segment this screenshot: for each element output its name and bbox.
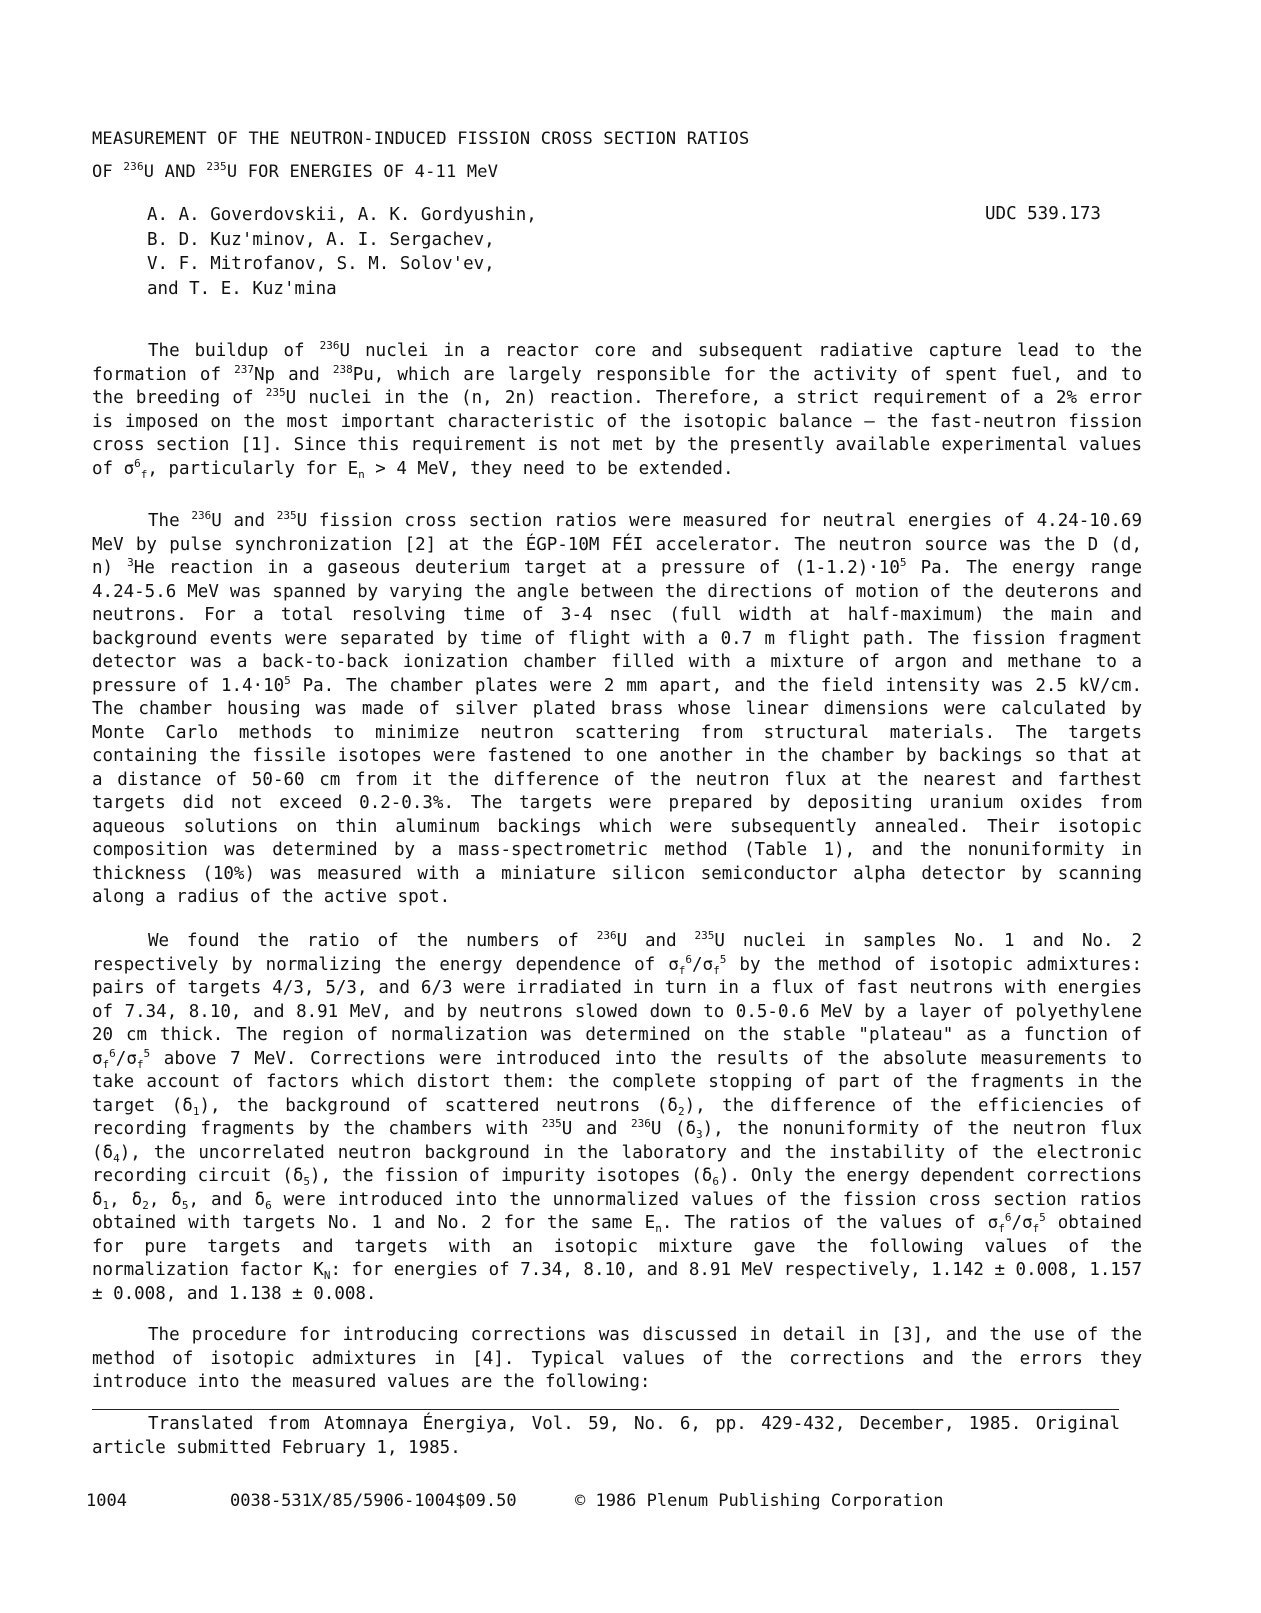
text-run: ). Only the energy dependent corrections δ <box>92 1166 1142 1210</box>
text-run: , particularly for E <box>147 458 359 479</box>
text-run: ), the difference of the efficiencies of recording fragments by the chambers with <box>92 1095 1142 1139</box>
issn-code: 0038-531X/85/5906-1004$09.50 <box>230 1491 517 1511</box>
text-run: : for energies of 7.34, 8.10, and 8.91 MeV respectively, 1.142 ± 0.008, 1.157 ± 0.008, and 1.138 ± 0.008. <box>92 1260 1143 1304</box>
text-run: ), the nonuniformity of the neutron flux (δ <box>92 1119 1142 1163</box>
text-run: ), the background of scattered neutrons (δ <box>199 1095 678 1116</box>
text-run: The buildup of <box>148 341 320 361</box>
text-run: U fission cross section ratios were measured for neutral energies of 4.24-10.69 MeV by pulse synchronization [2] at the ÉGP-10M FÉI accelerator. The neutron source was the D (d, n) <box>92 511 1142 578</box>
superscript: 235 <box>541 1117 562 1130</box>
text-run: ), the fission of impurity isotopes (δ <box>310 1166 713 1186</box>
subscript: f <box>102 1057 110 1071</box>
text-run: He reaction in a gaseous deuterium target at a pressure of (1-1.2)·10 <box>133 558 900 578</box>
text-run: U nuclei in the (n, 2n) reaction. Therefore, a strict requirement of a 2% error is imposed on the most important characteristic of the isotopic balance — the fast-neutron fission cross section [1]. Since this requirement is not met by the presently available experimental values of σ <box>92 388 1142 479</box>
author-line: and T. E. Kuz'mina <box>147 278 337 299</box>
superscript: 235 <box>265 386 286 399</box>
author-line: B. D. Kuz'minov, A. I. Sergachev, <box>147 229 495 250</box>
subscript: f <box>136 1057 144 1071</box>
author-line: A. A. Goverdovskii, A. K. Gordyushin, <box>147 205 537 225</box>
text-run: /σ <box>115 1048 137 1069</box>
text-run: The <box>148 511 192 531</box>
subscript: n <box>358 467 365 481</box>
translation-footnote: Translated from Atomnaya Énergiya, Vol. 59, No. 6, pp. 429-432, December, 1985. Original article submitted February 1, 1985. <box>92 1414 1120 1458</box>
text-run: U and <box>211 511 277 531</box>
text-run: U nuclei in a reactor core and subsequent radiative capture lead to the formation of <box>92 341 1142 385</box>
superscript: 6 <box>685 952 693 966</box>
subscript: f <box>998 1222 1005 1235</box>
isotope-superscript: 235 <box>206 160 227 173</box>
text-run: > 4 MeV, they need to be extended. <box>364 458 734 479</box>
text-run: , and δ <box>188 1189 266 1210</box>
subscript: 6 <box>265 1198 272 1212</box>
text-run: obtained for pure targets and targets with an isotopic mixture gave the following values of the normalization factor K <box>92 1213 1142 1280</box>
text-run: Pa. The energy range 4.24-5.6 MeV was spanned by varying the angle between the directions of motion of the deuterons and neutrons. For a total resolving time of 3-4 nsec (full width at half-maximum) the main and background events were separated by time of flight with a 0.7 m flight path. The fission fragment detector was a back-to-back ionization chamber filled with a mixture of argon and methane to a pressure of 1.4·10 <box>92 558 1142 696</box>
subscript: f <box>678 963 686 977</box>
superscript: 238 <box>332 362 353 376</box>
superscript: 5 <box>719 952 727 966</box>
text-run: U (δ <box>650 1119 696 1139</box>
isotope-superscript: 236 <box>123 160 144 173</box>
subscript: 1 <box>102 1198 110 1212</box>
subscript: 4 <box>113 1151 120 1165</box>
superscript: 5 <box>1039 1211 1046 1224</box>
text-run: , δ <box>148 1189 182 1210</box>
title-text: U AND <box>143 162 207 182</box>
superscript: 3 <box>127 556 134 569</box>
udc-code: UDC 539.173 <box>985 204 1101 224</box>
superscript: 5 <box>284 673 291 687</box>
text-run: We found the ratio of the numbers of <box>148 931 597 951</box>
page-number: 1004 <box>86 1491 127 1511</box>
title-line-1: MEASUREMENT OF THE NEUTRON-INDUCED FISSION CROSS SECTION RATIOS <box>92 129 750 149</box>
footnote-divider <box>92 1409 1119 1410</box>
text-run: U nuclei in samples No. 1 and No. 2 respectively by normalizing the energy dependence of σ <box>92 931 1143 975</box>
subscript: 5 <box>303 1175 310 1188</box>
text-run: . The ratios of the values of σ <box>661 1213 999 1233</box>
superscript: 5 <box>899 556 907 569</box>
subscript: n <box>655 1222 662 1235</box>
superscript: 236 <box>191 509 212 522</box>
subscript: N <box>323 1269 331 1282</box>
author-list <box>147 203 707 301</box>
article-title <box>92 123 1092 189</box>
text-run: were introduced into the unnormalized values of the fission cross section ratios obtained with targets No. 1 and No. 2 for the same E <box>92 1189 1143 1233</box>
text-run: U and <box>561 1119 631 1139</box>
subscript: 3 <box>696 1128 703 1141</box>
author-line: V. F. Mitrofanov, S. M. Solov'ev, <box>147 254 495 274</box>
paragraph-2 <box>92 510 1142 910</box>
subscript: f <box>1032 1222 1040 1235</box>
superscript: 236 <box>596 929 617 942</box>
text-run: ), the uncorrelated neutron background in the laboratory and the instability of the electronic recording circuit (δ <box>92 1142 1142 1186</box>
text-run: /σ <box>692 954 714 975</box>
text-run: /σ <box>1011 1213 1033 1233</box>
paragraph-4: The procedure for introducing corrections was discussed in detail in [3], and the use of the method of isotopic admixtures in [4]. Typical values of the corrections and the errors they introduce into the measured values are the following: <box>92 1325 1142 1392</box>
subscript: 6 <box>712 1175 719 1188</box>
superscript: 6 <box>109 1046 116 1060</box>
title-text: OF <box>92 162 124 182</box>
text-run: U and <box>616 931 695 951</box>
superscript: 236 <box>630 1117 651 1130</box>
text-run: Pu, which are largely responsible for the activity of spent fuel, and to the breeding of <box>92 364 1142 408</box>
subscript: 1 <box>192 1104 200 1118</box>
superscript: 6 <box>134 456 141 470</box>
subscript: f <box>713 963 720 977</box>
superscript: 235 <box>694 929 715 942</box>
superscript: 6 <box>1004 1211 1012 1224</box>
superscript: 5 <box>143 1046 151 1060</box>
subscript: 2 <box>142 1198 149 1212</box>
text-run: Pa. The chamber plates were 2 mm apart, and the field intensity was 2.5 kV/cm. The chamber housing was made of silver plated brass whose linear dimensions were calculated by Monte Carlo methods to minimize neutron scattering from structural materials. The targets containing the fissile isotopes were fastened to one another in the chamber by backings so that at a distance of 50-60 cm from it the difference of the neutron flux at the nearest and farthest targets did not exceed 0.2-0.3%. The targets were prepared by depositing uranium oxides from aqueous solutions on thin aluminum backings which were subsequently annealed. Their isotopic composition was determined by a mass-spectrometric method (Table 1), and the nonuniformity in thickness (10%) was measured with a miniature silicon semiconductor alpha detector by scanning along a radius of the active spot. <box>92 675 1142 907</box>
text-run: Np and <box>253 364 333 385</box>
subscript: 5 <box>181 1198 189 1212</box>
paragraph-1 <box>92 340 1142 481</box>
superscript: 236 <box>319 339 340 352</box>
paragraph-3 <box>92 930 1142 1306</box>
title-text: U FOR ENERGIES OF 4-11 MeV <box>226 162 499 182</box>
title-line-2 <box>92 156 1092 189</box>
copyright-notice: © 1986 Plenum Publishing Corporation <box>575 1491 944 1511</box>
text-run: by the method of isotopic admixtures: pairs of targets 4/3, 5/3, and 6/3 were irradiated in turn in a flux of fast neutrons with energies of 7.34, 8.10, and 8.91 MeV, and by neutrons slowed down to 0.5-0.6 MeV by a layer of polyethylene 20 cm thick. The region of normalization was determined on the stable "plateau" as a function of σ <box>92 954 1142 1069</box>
superscript: 235 <box>276 509 297 522</box>
text-run: , δ <box>109 1189 143 1210</box>
subscript: f <box>140 467 148 481</box>
text-run: above 7 MeV. Corrections were introduced into the results of the absolute measurements to take account of factors which distort them: the complete stopping of part of the fragments in the target (δ <box>92 1048 1142 1116</box>
subscript: 2 <box>677 1104 685 1118</box>
superscript: 237 <box>234 362 254 376</box>
